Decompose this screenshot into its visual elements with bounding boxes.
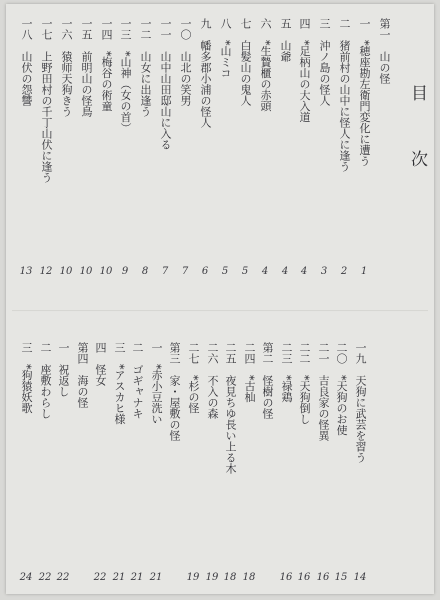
toc-page-number: 21: [112, 572, 126, 583]
toc-entry: 二七 *杉の怪: [187, 342, 200, 414]
toc-entry: 三 *アスカヒ様: [113, 342, 126, 425]
toc-page-number: 4: [281, 266, 289, 277]
toc-entry: 一 祝返し: [57, 342, 70, 397]
toc-entry: 八 *山ミコ: [219, 18, 232, 79]
toc-page-number: 12: [39, 266, 53, 277]
toc-entry: 一一 山中山田邸山に入る: [159, 18, 172, 150]
toc-entry: 二 ゴギャナキ: [131, 342, 144, 419]
page-fold-line: [12, 310, 428, 312]
toc-entry: 二三 *禄鶏: [280, 342, 293, 403]
toc-entry: 二四 *古杣: [243, 342, 256, 403]
toc-page-number: 18: [223, 572, 237, 583]
toc-entry: 一〇 山北の笑男: [179, 18, 192, 106]
page-title: 目 次: [407, 84, 427, 183]
toc-entry: 六 *生贄櫃の赤頭: [259, 18, 272, 112]
toc-entry: 三 *狗猿妖歌: [20, 342, 33, 414]
toc-page-number: 10: [79, 266, 93, 277]
toc-page-number: 4: [300, 266, 308, 277]
toc-entry: 二 猪前村の山中に怪人に逢う: [338, 18, 351, 172]
toc-entry: 一八 山伏の怨讐: [20, 18, 33, 106]
toc-page-number: 22: [38, 572, 52, 583]
toc-page-number: 6: [201, 266, 209, 277]
toc-entry: 一 *穂座勘左衛門変化に遭う: [358, 18, 371, 167]
toc-page-number: 13: [19, 266, 33, 277]
toc-entry: 一五 前明山の怪鳥: [80, 18, 93, 117]
toc-entry: 二六 不入の森: [206, 342, 219, 419]
toc-page-number: 22: [93, 572, 107, 583]
toc-entry: 九 幡多郡小浦の怪人: [199, 18, 212, 128]
toc-entry: 二五 夜見ちゆ長い上る木: [224, 342, 237, 474]
toc-page-number: 1: [360, 266, 368, 277]
toc-entry: 二 座敷わらし: [39, 342, 52, 419]
toc-entry: 一九 天狗に武芸を習う: [354, 342, 367, 463]
section-heading: 第四 海の怪: [76, 342, 89, 408]
document-page: [6, 4, 434, 594]
toc-page-number: 14: [353, 572, 367, 583]
section-heading: 第三 家・屋敷の怪: [168, 342, 181, 441]
toc-page-number: 5: [241, 266, 249, 277]
toc-page-number: 18: [242, 572, 256, 583]
toc-page-number: 7: [181, 266, 189, 277]
section-heading: 第二 怪樹の怪: [261, 342, 274, 419]
toc-entry: 一二 山女に出逢う: [139, 18, 152, 117]
toc-page-number: 16: [279, 572, 293, 583]
toc-page-number: 7: [161, 266, 169, 277]
toc-entry: 四 怪女: [94, 342, 107, 386]
toc-page-number: 19: [205, 572, 219, 583]
toc-entry: 五 山爺: [279, 18, 292, 62]
toc-page-number: 3: [320, 266, 328, 277]
toc-page-number: 2: [340, 266, 348, 277]
toc-page-number: 10: [59, 266, 73, 277]
toc-entry: 二二 *天狗倒し: [298, 342, 311, 425]
toc-entry: 一 *赤小豆洗い: [150, 342, 163, 425]
toc-page-number: 10: [99, 266, 113, 277]
toc-entry: 一四 *梅谷の術童: [100, 18, 113, 112]
toc-page-number: 24: [19, 572, 33, 583]
toc-page-number: 19: [186, 572, 200, 583]
toc-page-number: 16: [297, 572, 311, 583]
toc-page-number: 15: [334, 572, 348, 583]
toc-entry: 七 白髪山の鬼人: [239, 18, 252, 106]
toc-page-number: 22: [56, 572, 70, 583]
toc-page-number: 16: [316, 572, 330, 583]
toc-entry: 三 沖ノ島の怪人: [318, 18, 331, 106]
toc-entry: 一六 猿师天狗きう: [60, 18, 73, 117]
toc-page-number: 5: [221, 266, 229, 277]
toc-page-number: 21: [130, 572, 144, 583]
toc-entry: 四 *足柄山の大入道: [298, 18, 311, 123]
toc-page-number: 8: [141, 266, 149, 277]
toc-entry: 一七 上野田村の千丁山伏に逢う: [40, 18, 53, 183]
toc-page-number: 9: [121, 266, 129, 277]
toc-entry: 一三 *山神（女の首）: [119, 18, 132, 134]
section-heading: 第一 山の怪: [378, 18, 391, 84]
toc-entry: 二〇 *天狗のお使: [335, 342, 348, 436]
toc-entry: 二一 吉良家の怪異: [317, 342, 330, 441]
toc-page-number: 21: [149, 572, 163, 583]
toc-page-number: 4: [261, 266, 269, 277]
